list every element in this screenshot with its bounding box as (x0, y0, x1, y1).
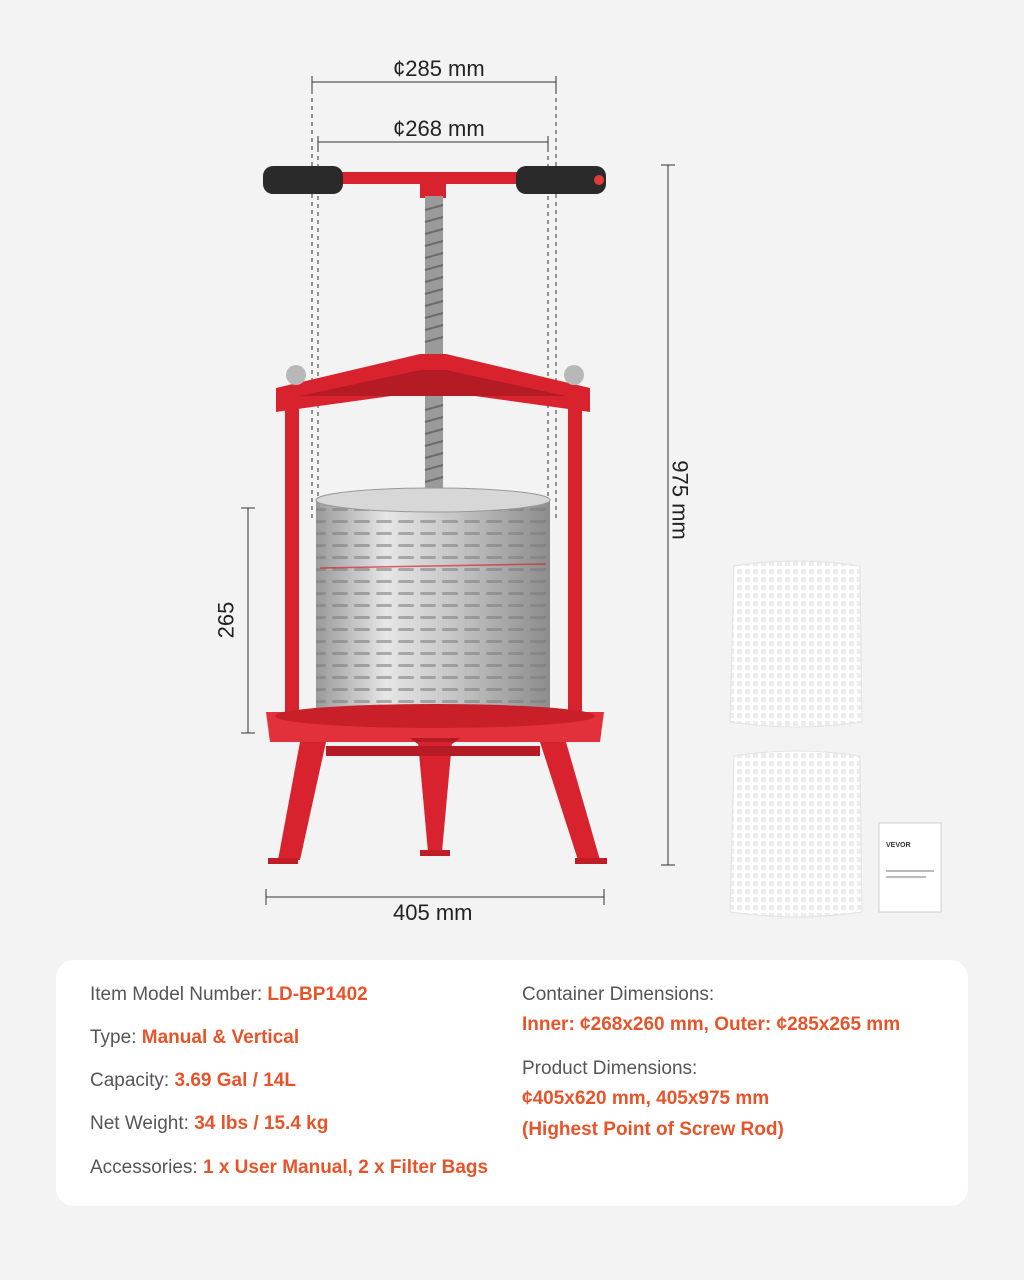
spec-weight-label: Net Weight: (90, 1113, 189, 1134)
spec-weight (90, 1113, 328, 1135)
manual-brand: VEVOR (886, 842, 911, 849)
spec-product-value-line1: ¢405x620 mm, 405x975 mm (522, 1088, 770, 1109)
basket-height-label: 265 (213, 601, 239, 639)
left-pole (285, 404, 299, 714)
spec-capacity (90, 1070, 296, 1092)
spec-accessories-label: Accessories: (90, 1157, 198, 1178)
t-handle (263, 166, 606, 198)
spec-capacity-label: Capacity: (90, 1070, 170, 1091)
filter-bag-bottom (730, 751, 862, 917)
spec-type (90, 1027, 299, 1049)
steel-basket (316, 488, 550, 722)
spec-container-value: Inner: ¢268x260 mm, Outer: ¢285x265 mm (522, 1014, 901, 1035)
base-width-label: 405 mm (393, 900, 473, 925)
spec-accessories (90, 1157, 488, 1179)
spec-container-label: Container Dimensions: (522, 984, 715, 1005)
spec-product-value-line2: (Highest Point of Screw Rod) (522, 1119, 784, 1140)
spec-card (56, 960, 968, 1206)
right-pole (568, 404, 582, 714)
inner-diameter-label: ¢268 mm (393, 116, 485, 141)
outer-diameter-label: ¢285 mm (393, 56, 485, 81)
total-height-label: 975 mm (667, 460, 693, 540)
legs (268, 742, 607, 864)
spec-capacity-value: 3.69 Gal / 14L (174, 1070, 296, 1091)
spec-model (90, 984, 368, 1006)
spec-model-label: Item Model Number: (90, 984, 263, 1005)
spec-product-label: Product Dimensions: (522, 1058, 698, 1079)
spec-type-value: Manual & Vertical (141, 1027, 300, 1048)
user-manual (879, 823, 941, 912)
screw-rod (425, 196, 443, 496)
spec-accessories-value: 1 x User Manual, 2 x Filter Bags (202, 1157, 489, 1178)
spec-model-value: LD-BP1402 (267, 984, 368, 1005)
filter-bag-top (730, 561, 862, 727)
spec-weight-value: 34 lbs / 15.4 kg (194, 1113, 329, 1134)
spec-type-label: Type: (90, 1027, 137, 1048)
